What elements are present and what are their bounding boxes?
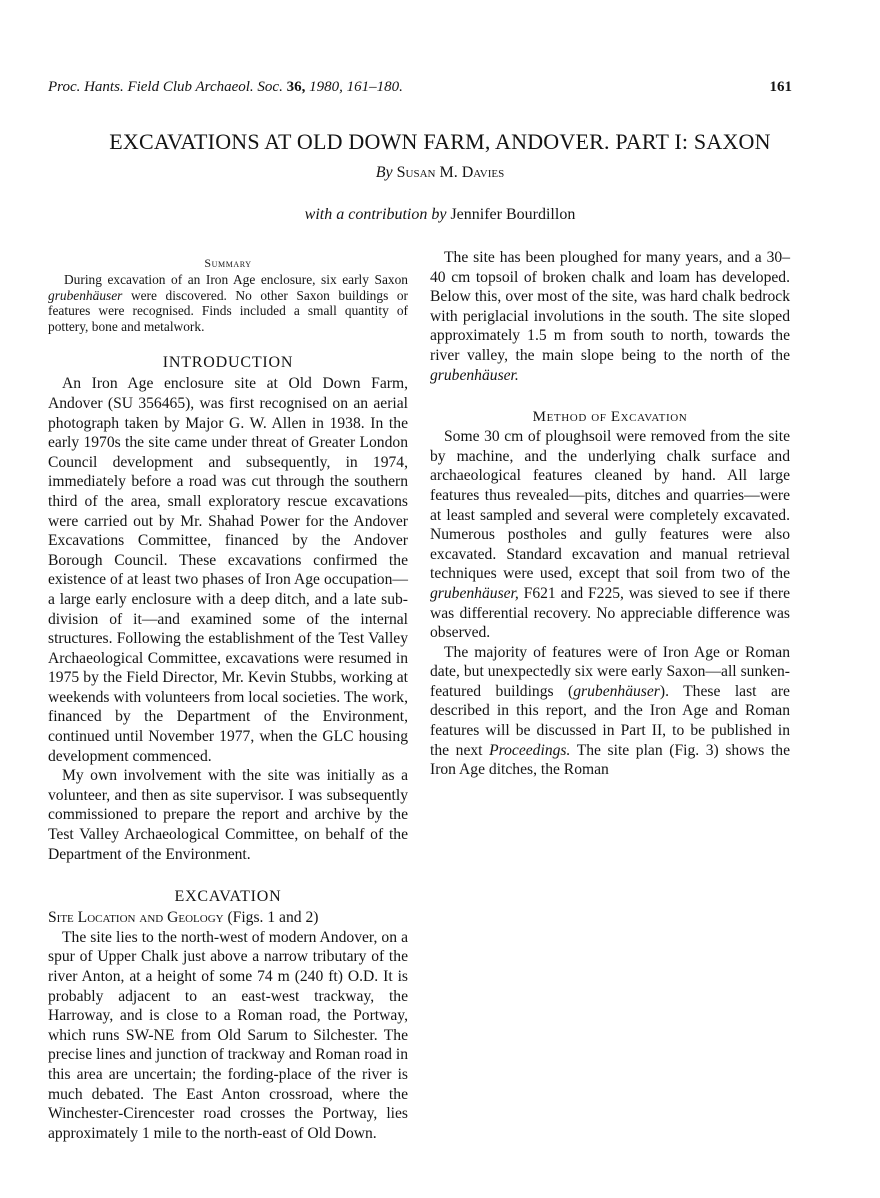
citation-volume: 36, [286, 79, 306, 95]
paragraph-text: The site has been ploughed for many years, and a 30–40 cm topsoil of broken chalk and loam has developed. Below this, over most of the site, was hard chalk bedrock with periglacial involutions in the south. The site sloped approximately 1.5 m from south to north, towards the river valley, the main slope being to the north of the [430, 249, 790, 364]
left-column [48, 256, 408, 1143]
excavation-heading: EXCAVATION [174, 888, 282, 906]
page-number: 161 [769, 79, 792, 95]
method-paragraph-2 [430, 643, 790, 780]
summary-text [48, 272, 408, 334]
author-name: Susan M. Davies [396, 164, 505, 181]
paragraph-italic: grubenhäuser [573, 682, 660, 700]
contribution-line [40, 204, 840, 226]
method-paragraph-1 [430, 427, 790, 643]
byline [40, 162, 840, 184]
paragraph-italic: grubenhäuser. [430, 366, 519, 384]
citation [48, 76, 403, 98]
contribution-prefix: with a contribution by [304, 206, 447, 223]
site-location-figure-ref: (Figs. 1 and 2) [223, 909, 319, 927]
running-head [48, 76, 792, 98]
paragraph-italic: grubenhäuser, [430, 584, 519, 602]
citation-rest: 1980, 161–180. [309, 79, 403, 95]
right-column [430, 248, 790, 780]
article-title: EXCAVATIONS AT OLD DOWN FARM, ANDOVER. PART I: SAXON [109, 129, 771, 154]
summary-text-italic: grubenhäuser [48, 287, 123, 303]
summary-heading: Summary [204, 256, 252, 270]
summary-text-part: During excavation of an Iron Age enclosure, six early Saxon [64, 272, 408, 287]
summary-text-part: were discovered. No other Saxon buildings or features were recognised. Finds included a small quantity of pottery, bone and metalwork. [48, 287, 408, 334]
introduction-paragraph-2: My own involvement with the site was initially as a volunteer, and then as site supervisor. I was subsequently commissioned to prepare the report and archive by the Test Valley Archaeological Committee, on behalf of the Department of the Environment. [48, 767, 408, 863]
introduction-paragraph-1: An Iron Age enclosure site at Old Down Farm, Andover (SU 356465), was first recognised on an aerial photograph taken by Major G. W. Allen in 1938. In the early 1970s the site came under threat of Greater London Council development and subsequently, in 1974, immediately before a road was cut through the southern third of the area, small exploratory rescue excavations were carried out by Mr. Shahad Power for the Andover Excavations Committee, financed by the Andover Borough Council. These excavations confirmed the existence of at least two phases of Iron Age occupation—a large early enclosure with a deep ditch, and a late sub-division of it—and examined some of the internal structures. Following the establishment of the Test Valley Archaeological Committee, excavations were resumed in 1975 by the Field Director, Mr. Kevin Stubbs, working at weekends with volunteers from local societies. The work, financed by the Department of the Environment, continued until November 1977, when the GLC housing development commenced. [48, 375, 408, 765]
site-location-heading-text: Site Location and Geology [48, 909, 224, 927]
paragraph-italic: Proceedings. [489, 741, 571, 759]
site-location-subheading [48, 908, 408, 928]
contributor-name: Jennifer Bourdillon [450, 206, 576, 223]
citation-journal: Proc. Hants. Field Club Archaeol. Soc. [48, 79, 283, 95]
excavation-paragraph-1: The site lies to the north-west of modern Andover, on a spur of Upper Chalk just above a narrow tributary of the river Anton, at a height of some 74 m (240 ft) O.D. It is probably adjacent to an east-west trackway, the Harroway, and is close to a Roman road, the Portway, which runs SW-NE from Old Sarum to Silchester. The precise lines and junction of trackway and Roman road in this area are uncertain; the fording-place of the river is much debated. The East Anton crossroad, where the Winchester-Cirencester road crosses the Portway, lies approximately 1 mile to the north-east of Old Down. [48, 928, 408, 1142]
excavation-paragraph-2 [430, 248, 790, 385]
paragraph-text: Some 30 cm of ploughsoil were removed from the site by machine, and the underlying chalk surface and archaeological features cleaned by hand. All large features thus revealed—pits, ditches and quarries—were at least sampled and several were completely excavated. Numerous postholes and gully features were also excavated. Standard excavation and manual retrieval techniques were used, except that soil from two of the [430, 428, 790, 583]
introduction-heading: INTRODUCTION [162, 354, 294, 372]
byline-prefix: By [375, 164, 393, 181]
paragraph-text: F621 and F225, was sieved to see if there was differential recovery. No appreciable difference was observed. [430, 584, 790, 642]
paragraph-text: The site plan (Fig. 3) shows the Iron Age ditches, the Roman [430, 741, 790, 779]
method-heading: Method of Excavation [532, 409, 688, 426]
paragraph-text: The majority of features were of Iron Age or Roman date, but unexpectedly six were early Saxon—all sunken-featured buildings ( [430, 643, 790, 700]
paragraph-text: ). These last are described in this report, and the Iron Age and Roman features will be discussed in Part II, to be published in the next [430, 682, 790, 759]
